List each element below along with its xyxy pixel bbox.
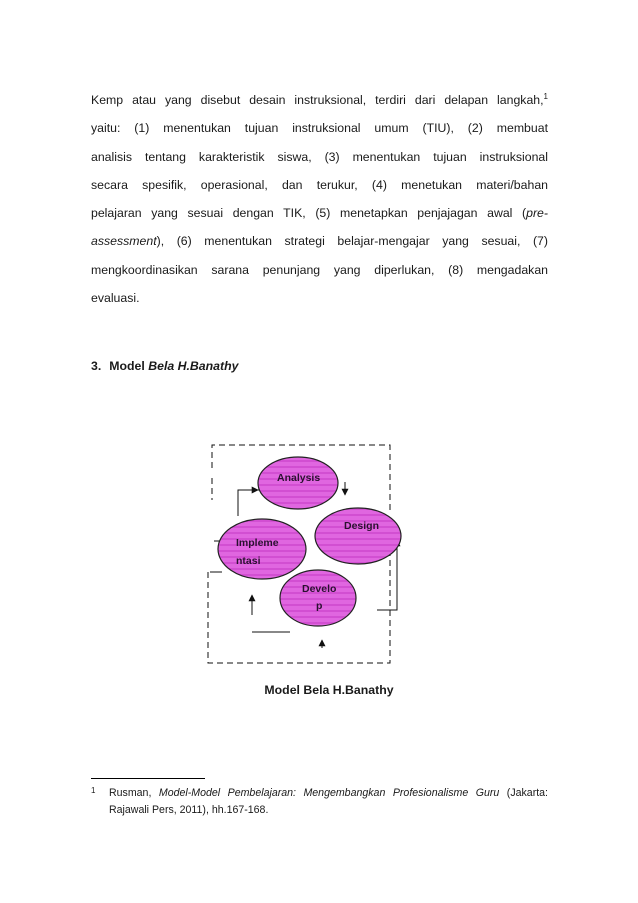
- label-develop-line2: p: [316, 600, 323, 612]
- paragraph-line: yaitu: (1) menentukan tujuan instruksional umum (TIU), (2) membuat: [91, 121, 548, 136]
- node-implementasi: [218, 519, 306, 579]
- footnote-reference[interactable]: 1: [543, 92, 548, 101]
- footnote-mark: 1: [91, 786, 96, 795]
- paragraph-line: pelajaran yang sesuai dengan TIK, (5) menetapkan penjajagan awal (pre-: [91, 206, 548, 221]
- label-implementasi-line1: Impleme: [236, 537, 279, 549]
- italic-term: assessment: [91, 234, 157, 249]
- section-number: 3.: [91, 359, 102, 373]
- figure-caption: Model Bela H.Banathy: [264, 683, 394, 697]
- footnote-text: Rusman, Model-Model Pembelajaran: Mengembangkan Profesionalisme Guru (Jakarta: Rajawali Pers, 2011), hh.167-168.: [109, 787, 549, 816]
- section-title-prefix: Model: [109, 359, 149, 373]
- paragraph-line: mengkoordinasikan sarana penunjang yang diperlukan, (8) mengadakan: [91, 262, 548, 277]
- section-title-name: Bela H.Banathy: [148, 359, 239, 373]
- paragraph-line: Kemp atau yang disebut desain instruksional, terdiri dari delapan langkah,$^1$: [91, 92, 548, 107]
- footnote-divider: [91, 778, 205, 779]
- paragraph-line: assessment), (6) menentukan strategi belajar-mengajar yang sesuai, (7): [91, 234, 548, 249]
- italic-term: pre-: [526, 206, 548, 221]
- label-analysis: Analysis: [277, 472, 321, 484]
- node-design: [315, 508, 401, 564]
- footnote-book-title: Model-Model Pembelajaran: Mengembangkan Profesionalisme Guru: [158, 787, 500, 799]
- paragraph-line: evaluasi.: [91, 291, 140, 306]
- label-design: Design: [344, 520, 380, 532]
- paragraph-line: secara spesifik, operasional, dan terukur, (4) menetukan materi/bahan: [91, 177, 548, 192]
- node-develop: [280, 570, 356, 626]
- label-implementasi-line2: ntasi: [236, 555, 261, 567]
- paragraph-line: analisis tentang karakteristik siswa, (3) menentukan tujuan instruksional: [91, 149, 548, 164]
- label-develop-line1: Develo: [302, 583, 337, 595]
